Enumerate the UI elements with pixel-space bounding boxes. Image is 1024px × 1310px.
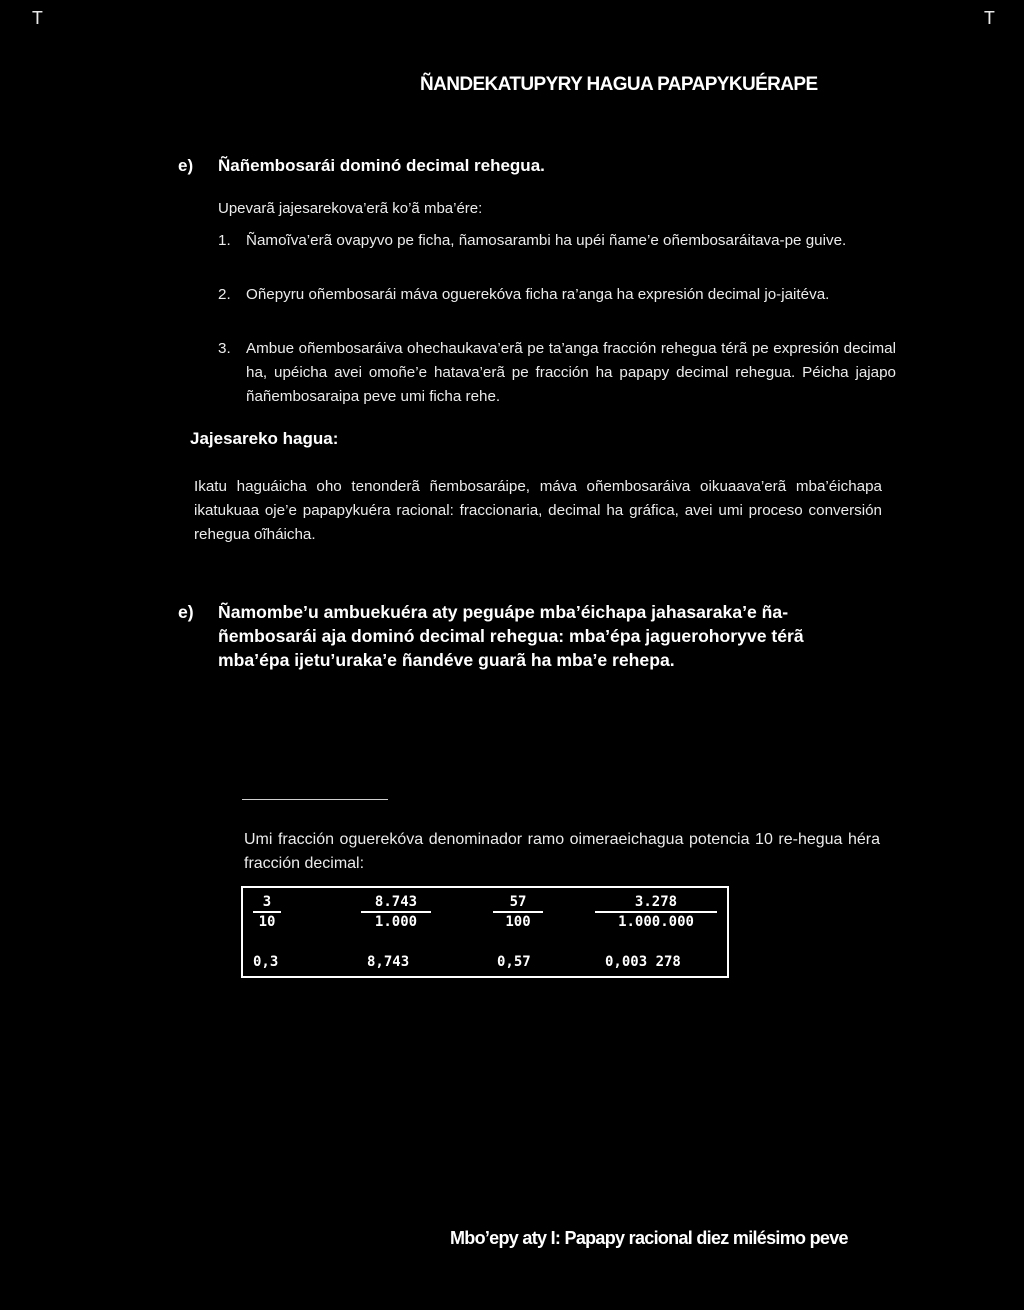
step-number: 1. (218, 232, 231, 249)
decimal-value: 0,57 (497, 954, 531, 970)
denominator: 10 (258, 914, 276, 930)
section-letter: e) (178, 156, 194, 175)
assessment-title: Jajesareko hagua: (190, 429, 339, 448)
definition-note: Umi fracción oguerekóva denominador ramo oimeraeichagua potencia 10 re-hegua héra fracción decimal: (244, 831, 880, 872)
assessment-text: Ikatu haguáicha oho tenonderã ñembosaráipe, máva oñembosaráiva oikuaava’erã mba’éichapa ikatukuaa oje’e papapykuéra racional: fraccionaria, decimal ha gráfica, avei umi proceso conversión rehegua oĩháicha. (194, 478, 882, 543)
numerator: 57 (509, 894, 527, 910)
numerator: 3 (262, 894, 272, 910)
decimal-value: 8,743 (367, 954, 410, 970)
denominator: 100 (505, 914, 531, 930)
denominator: 1.000 (374, 914, 418, 930)
step-number: 3. (218, 340, 231, 357)
step-text: Ambue oñembosaráiva ohechaukava’erã pe ta’anga fracción rehegua térã pe expresión decimal ha, upéicha avei omoñe’e hatava’erã pe fracción ha papapy decimal rehegua. Péicha jajapo ñañembosaraipa peve umi ficha rehe. (246, 340, 896, 405)
fraction-bar (493, 911, 543, 913)
fraction-bar (361, 911, 431, 913)
fraction-bar (253, 911, 281, 913)
corner-mark-right: T (984, 8, 995, 29)
numerator: 8.743 (374, 894, 418, 910)
corner-mark-left: T (32, 8, 43, 29)
fraction (361, 894, 431, 930)
instruction-step (218, 337, 896, 409)
discussion-prompt: Ñamombe’u ambuekuéra aty peguápe mba’éichapa jahasaraka’e ña-ñembosarái aja dominó decimal rehegua: mba’épa jaguerohoryve térã mba’épa ijetu’uraka’e ñandéve guarã ha mba’e rehepa. (218, 602, 804, 670)
fraction (253, 894, 281, 930)
step-text: Oñepyru oñembosarái máva oguerekóva ficha ra’anga ha expresión decimal jo-jaitéva. (246, 286, 830, 303)
step-number: 2. (218, 286, 231, 303)
decimal-value: 0,003 278 (605, 954, 681, 970)
decimal-fraction-table (241, 886, 729, 978)
instruction-step (218, 283, 896, 331)
numerator: 3.278 (634, 894, 678, 910)
section-title: Ñañembosarái dominó decimal rehegua. (218, 156, 545, 175)
denominator: 1.000.000 (618, 914, 694, 930)
fraction-bar (595, 911, 717, 913)
step-text: Ñamoĩva’erã ovapyvo pe ficha, ñamosarambi ha upéi ñame’e oñembosaráitava-pe guive. (246, 232, 847, 249)
fraction (595, 894, 717, 930)
section-letter: e) (178, 602, 194, 622)
decimal-value: 0,3 (253, 954, 279, 970)
instruction-step (218, 229, 896, 277)
footnote-separator (242, 799, 388, 800)
page-header: ÑANDEKATUPYRY HAGUA PAPAPYKUÉRAPE (420, 74, 818, 95)
fraction (493, 894, 543, 930)
instructions-intro: Upevarã jajesarekova’erã ko’ã mba’ére: (218, 200, 483, 217)
page-footer: Mbo’epy aty I: Papapy racional diez milésimo peve (450, 1228, 848, 1248)
